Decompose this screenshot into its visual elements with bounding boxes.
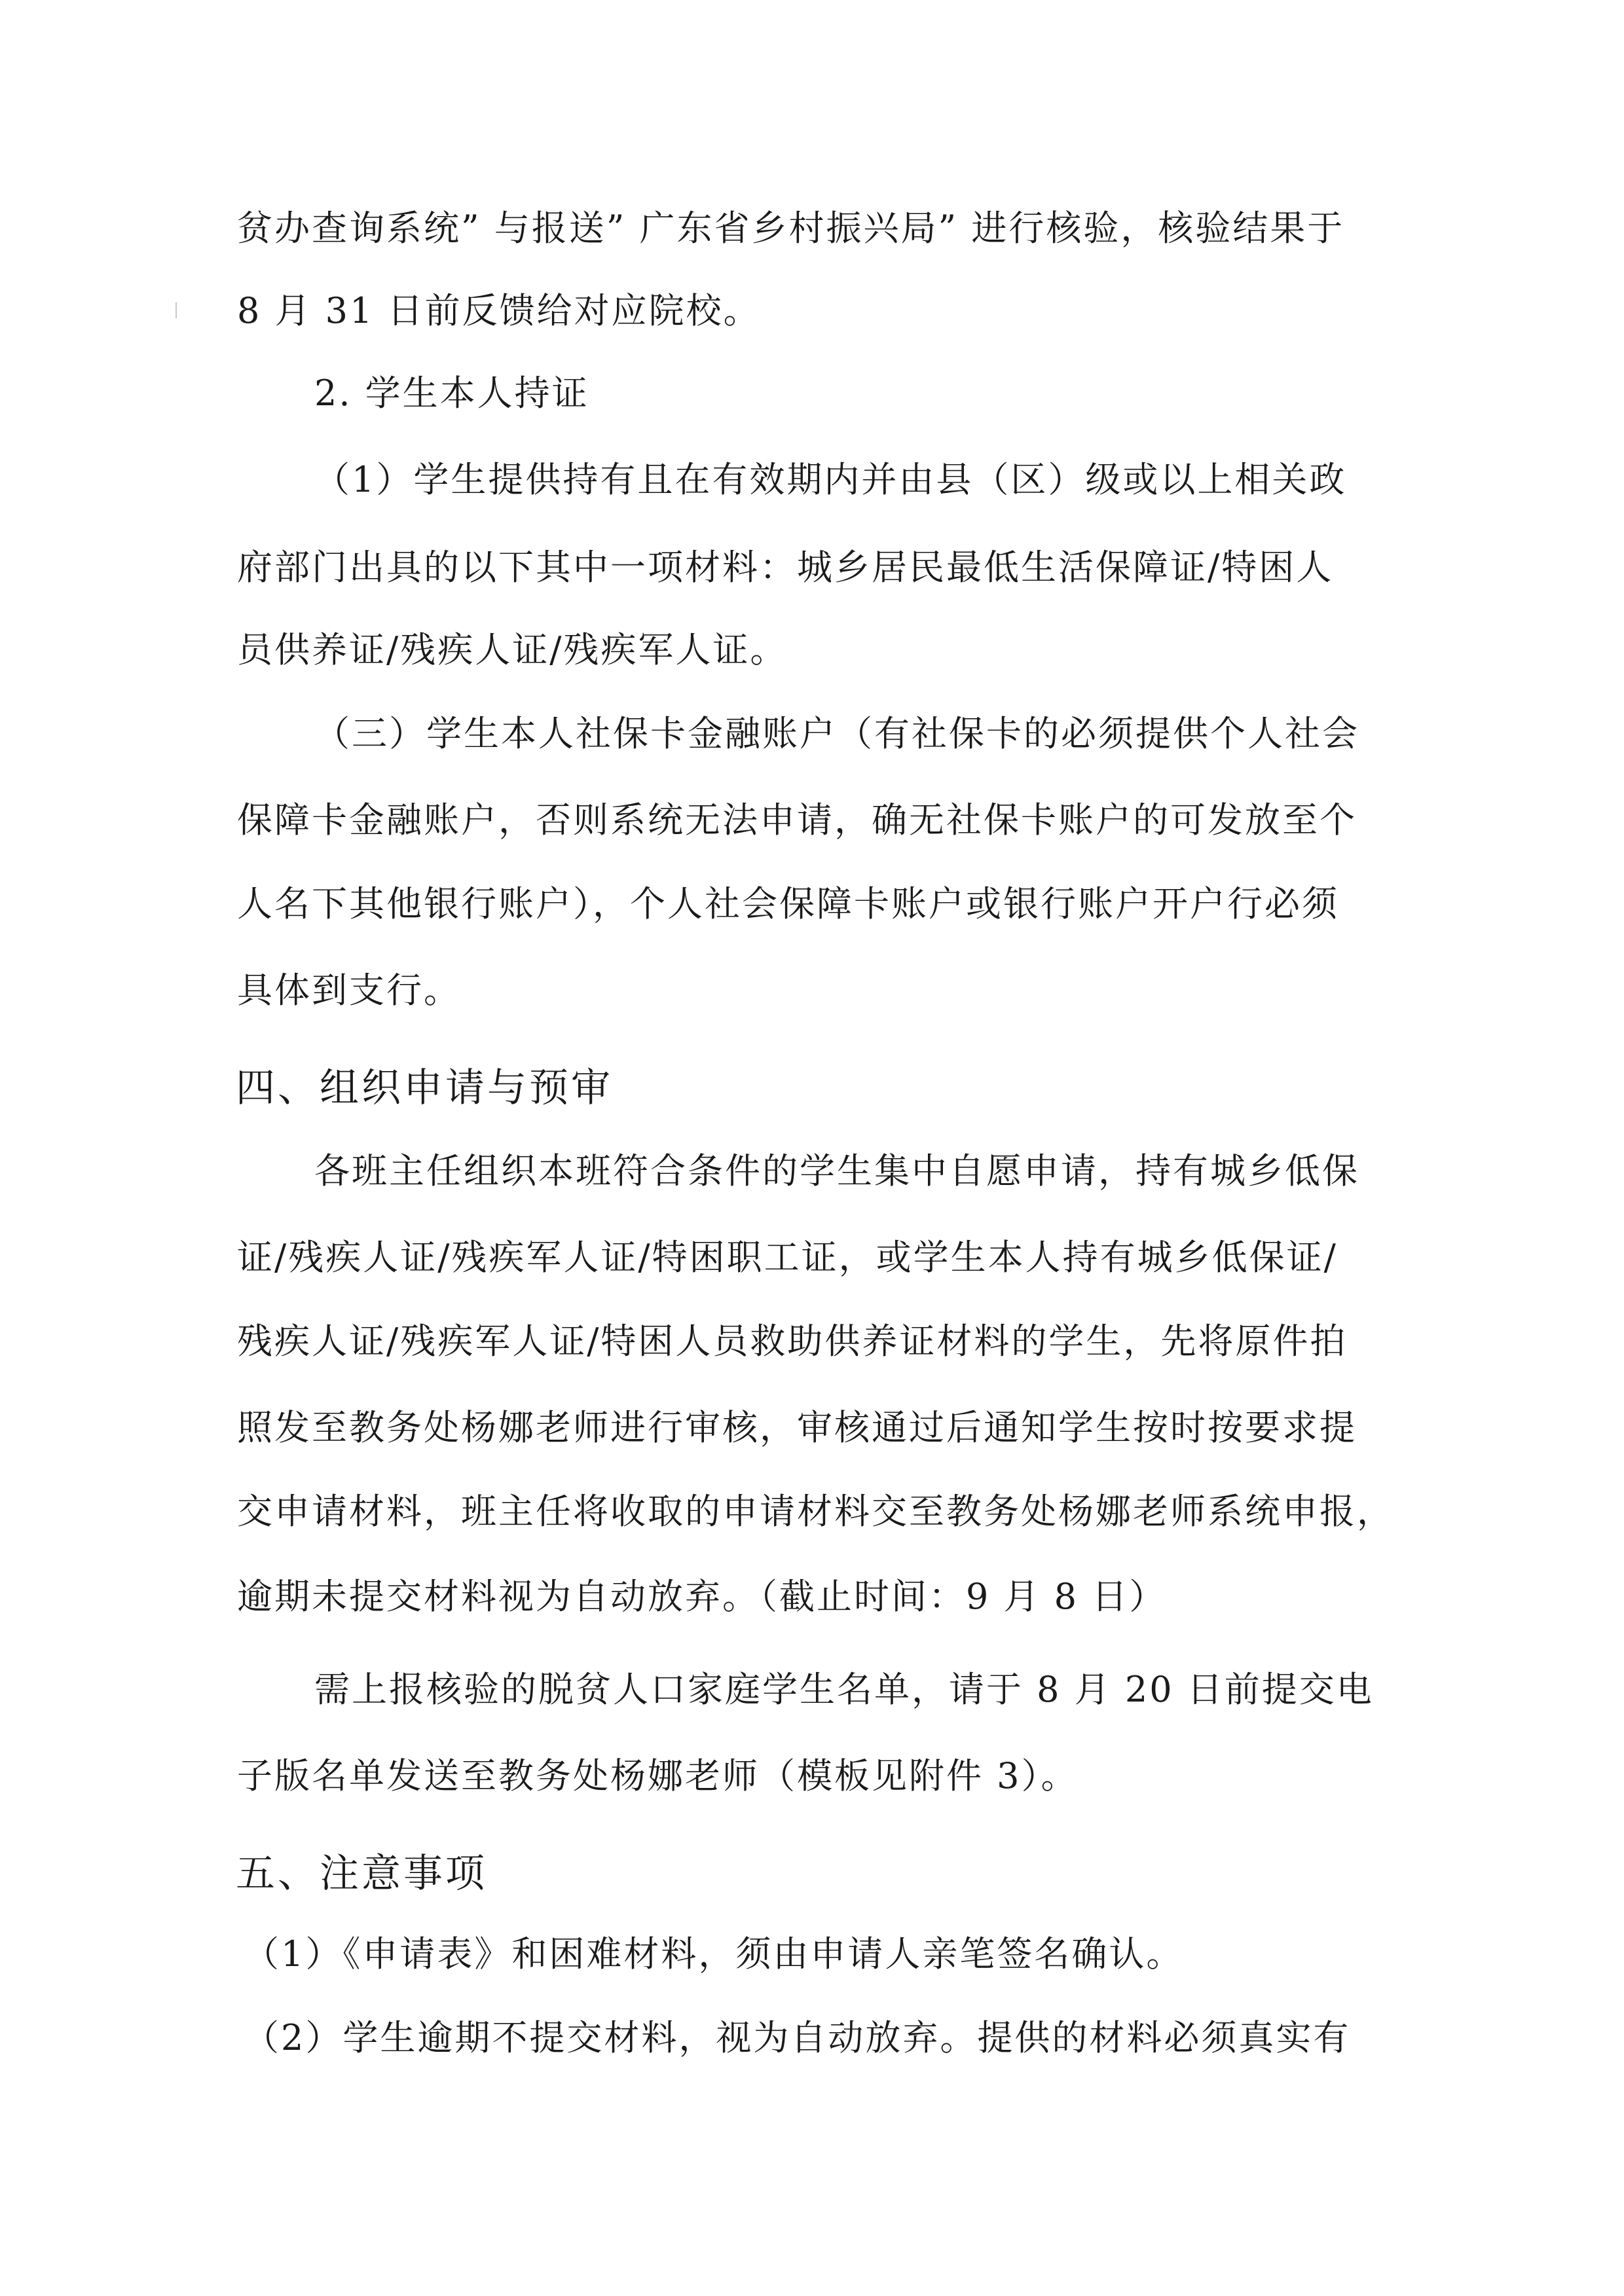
section-4-para-1-line-3: 残疾人证/残疾军人证/特困人员救助供养证材料的学生，先将原件拍 — [237, 1321, 1348, 1362]
paragraph-4-line-2: 保障卡金融账户，否则系统无法申请，确无社保卡账户的可发放至个 — [237, 799, 1357, 841]
paragraph-4-line-1: （三）学生本人社保卡金融账户（有社保卡的必须提供个人社会 — [314, 713, 1359, 754]
scan-margin-mark — [175, 302, 177, 318]
section-4-para-1-line-6: 逾期未提交材料视为自动放弃。（截止时间：9 月 8 日） — [237, 1576, 1167, 1617]
paragraph-1-line-2: 8 月 31 日前反馈给对应院校。 — [237, 290, 761, 331]
paragraph-4-line-3: 人名下其他银行账户），个人社会保障卡账户或银行账户开户行必须 — [237, 883, 1339, 924]
section-4-para-1-line-2: 证/残疾人证/残疾军人证/特困职工证，或学生本人持有城乡低保证/ — [237, 1237, 1338, 1278]
section-4-para-2-line-2: 子版名单发送至教务处杨娜老师（模板见附件 3）。 — [237, 1755, 1079, 1796]
paragraph-1-line-1: 贫办查询系统” 与报送” 广东省乡村振兴局” 进行核验，核验结果于 — [237, 208, 1345, 249]
section-4-para-2-line-1: 需上报核验的脱贫人口家庭学生名单，请于 8 月 20 日前提交电 — [314, 1669, 1374, 1710]
paragraph-2-line-1: 2. 学生本人持证 — [314, 373, 589, 414]
section-4-para-1-line-5: 交申请材料，班主任将收取的申请材料交至教务处杨娜老师系统申报， — [237, 1491, 1394, 1532]
paragraph-3-line-3: 员供养证/残疾人证/残疾军人证。 — [237, 629, 788, 670]
section-4-para-1-line-4: 照发至教务处杨娜老师进行审核，审核通过后通知学生按时按要求提 — [237, 1407, 1357, 1448]
paragraph-3-line-1: （1）学生提供持有且在有效期内并由县（区）级或以上相关政 — [314, 459, 1347, 500]
paragraph-4-line-4: 具体到支行。 — [237, 970, 461, 1011]
section-4-para-1-line-1: 各班主任组织本班符合条件的学生集中自愿申请，持有城乡低保 — [314, 1150, 1359, 1192]
section-4-heading: 四、组织申请与预审 — [236, 1065, 613, 1111]
section-5-item-1: （1）《申请表》和困难材料，须由申请人亲笔签名确认。 — [244, 1933, 1184, 1975]
section-5-heading: 五、注意事项 — [236, 1851, 487, 1897]
section-5-item-2: （2）学生逾期不提交材料，视为自动放弃。提供的材料必须真实有 — [244, 2017, 1351, 2058]
paragraph-3-line-2: 府部门出具的以下其中一项材料：城乡居民最低生活保障证/特困人 — [237, 547, 1334, 588]
